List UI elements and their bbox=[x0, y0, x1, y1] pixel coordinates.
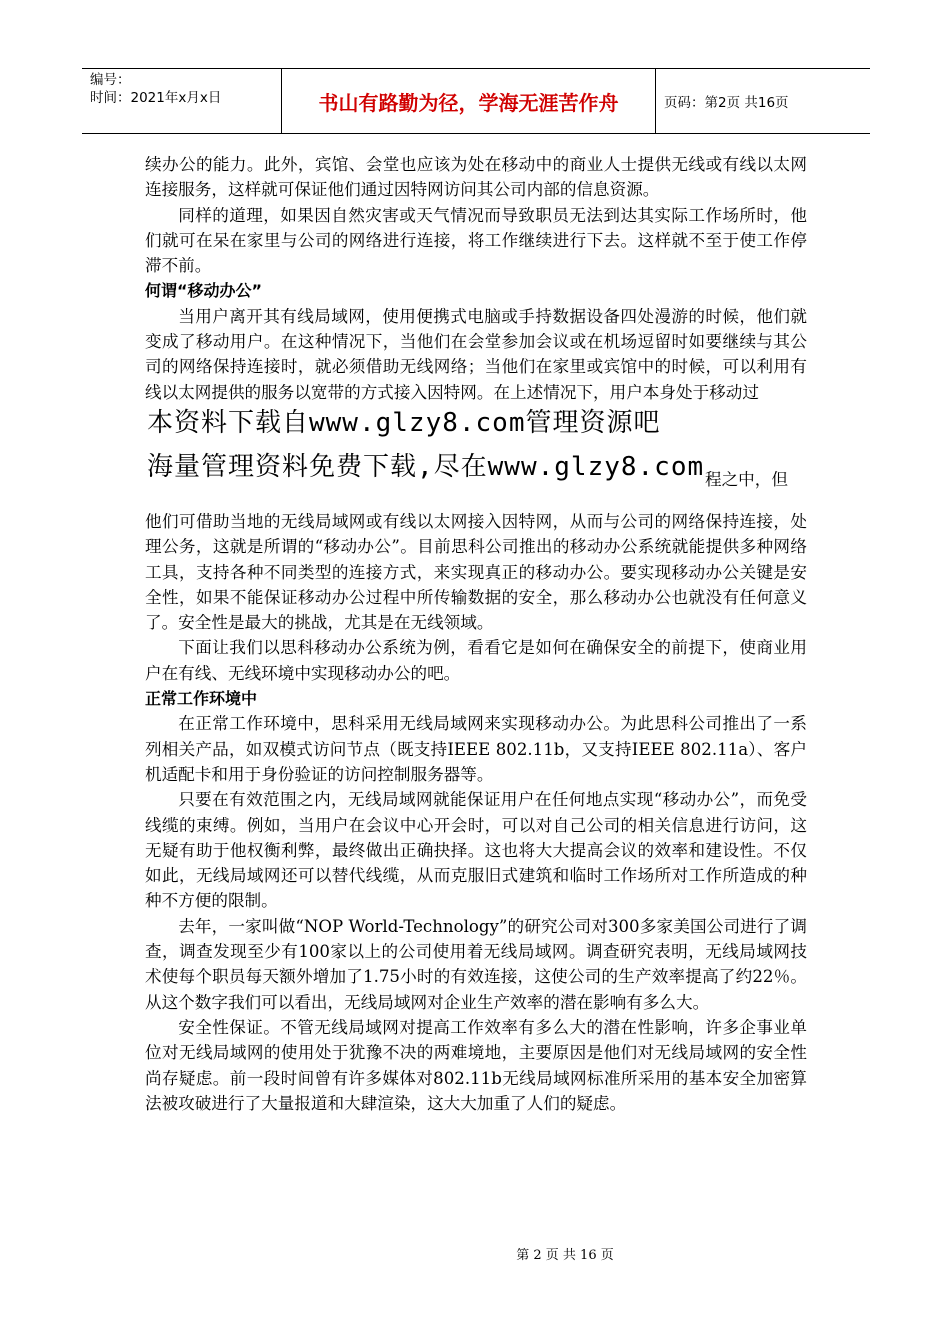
paragraph: 下面让我们以思科移动办公系统为例，看看它是如何在确保安全的前提下，使商业用户在有线、无线环境中实现移动办公的吧。 bbox=[145, 638, 807, 683]
document-date: 时间：2021年x月x日 bbox=[90, 90, 222, 106]
header-page-info: 页码：第2页 共16页 bbox=[664, 95, 789, 111]
section-heading: 何谓“移动办公” bbox=[145, 281, 263, 301]
section-heading: 正常工作环境中 bbox=[145, 689, 258, 709]
page-header bbox=[82, 68, 870, 134]
paragraph: 他们可借助当地的无线局域网或有线以太网接入因特网，从而与公司的网络保持连接，处理公务，这就是所谓的“移动办公”。目前思科公司推出的移动办公系统就能提供多种网络工具，支持各种不同类型的连接方式，来实现真正的移动办公。要实现移动办公关键是安全性，如果不能保证移动办公过程中所传输数据的安全，那么移动办公也就没有任何意义了。安全性是最大的挑战，尤其是在无线领域。 bbox=[145, 511, 807, 633]
advertisement-block bbox=[145, 407, 807, 507]
paragraph: 在正常工作环境中，思科采用无线局域网来实现移动办公。为此思科公司推出了一系列相关产品，如双模式访问节点（既支持IEEE 802.11b，又支持IEEE 802.11a）、客户机适配卡和用于身份验证的访问控制服务器等。 bbox=[145, 714, 807, 784]
advertisement-line: 本资料下载自www.glzy8.com管理资源吧 bbox=[147, 407, 661, 438]
document-number-label: 编号： bbox=[90, 72, 131, 88]
paragraph: 续办公的能力。此外，宾馆、会堂也应该为处在移动中的商业人士提供无线或有线以太网连接服务，这样就可保证他们通过因特网访问其公司内部的信息资源。 bbox=[145, 155, 807, 200]
paragraph: 安全性保证。不管无线局域网对提高工作效率有多么大的潜在性影响，许多企事业单位对无线局域网的使用处于犹豫不决的两难境地，主要原因是他们对无线局域网的安全性尚存疑虑。前一段时间曾有许多媒体对802.11b无线局域网标准所采用的基本安全加密算法被攻破进行了大量报道和大肆渲染，这大大加重了人们的疑虑。 bbox=[145, 1017, 807, 1113]
header-motto: 书山有路勤为径，学海无涯苦作舟 bbox=[282, 69, 656, 133]
paragraph: 同样的道理，如果因自然灾害或天气情况而导致职员无法到达其实际工作场所时，他们就可在呆在家里与公司的网络进行连接，将工作继续进行下去。这样就不至于使工作停滞不前。 bbox=[145, 205, 807, 276]
paragraph: 当用户离开其有线局域网，使用便携式电脑或手持数据设备四处漫游的时候，他们就变成了移动用户。在这种情况下，当他们在会堂参加会议或在机场逗留时如要继续与其公司的网络保持连接时，就必须借助无线网络；当他们在家里或宾馆中的时候，可以利用有线以太网提供的服务以宽带的方式接入因特网。在上述情况下，用户本身处于移动过 bbox=[145, 306, 807, 402]
paragraph-continuation: 程之中，但 bbox=[705, 469, 788, 489]
paragraph: 只要在有效范围之内，无线局域网就能保证用户在任何地点实现“移动办公”，而免受线缆的束缚。例如，当用户在会议中心开会时，可以对自己公司的相关信息进行访问，这无疑有助于他权衡利弊，最终做出正确抉择。这也将大大提高会议的效率和建设性。不仅如此，无线局域网还可以替代线缆，从而克服旧式建筑和临时工作场所对工作所造成的种种不方便的限制。 bbox=[145, 790, 807, 911]
advertisement-line: 海量管理资料免费下载,尽在www.glzy8.com bbox=[147, 451, 705, 482]
paragraph: 去年，一家叫做“NOP World-Technology”的研究公司对300多家美国公司进行了调查，调查发现至少有100家以上的公司使用着无线局域网。调查研究表明，无线局域网技术使每个职员每天额外增加了1.75小时的有效连接，这使公司的生产效率提高了约22％。从这个数字我们可以看出，无线局域网对企业生产效率的潜在影响有多么大。 bbox=[145, 916, 807, 1012]
document-body bbox=[145, 152, 807, 1116]
page-footer: 第 2 页 共 16 页 bbox=[516, 1248, 614, 1263]
header-meta bbox=[82, 69, 282, 133]
